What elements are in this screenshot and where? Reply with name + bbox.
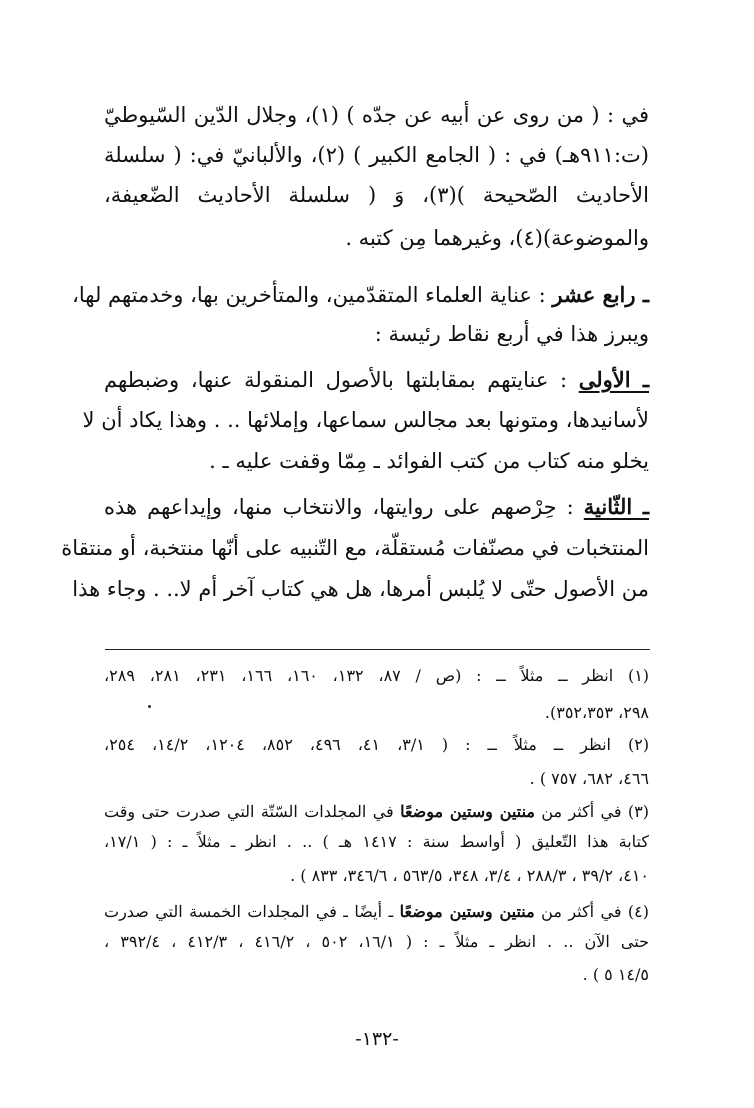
body-line-10 [104, 492, 649, 522]
footnote-2-line-2: ٤٦٦، ٦٨٢، ٧٥٧ ) . [529, 769, 649, 788]
footnote-4-emphasis: منتين وستين موضعًا [399, 902, 535, 921]
footnote-1-line-1: (١) انظر ــ مثلاً ــ : (ص / ٨٧، ١٣٢، ١٦٠، ١٦٦، ٢٣١، ٢٨١، ٢٨٩، [104, 666, 650, 685]
body-line-11: المنتخبات في مصنّفات مُستقلّة، مع التّنبيه على أنّها منتخبة، أو منتقاة [61, 536, 649, 560]
footnote-4-line-3: ١٤/٥ ٥ ) . [582, 965, 649, 984]
body-line-10-text: : حِرْصهم على روايتها، والانتخاب منها، وإيداعهم هذه [104, 495, 584, 519]
footnote-3-rest: في المجلدات السّتّة التي صدرت حتى وقت [104, 802, 401, 821]
body-line-7 [104, 365, 649, 395]
footnote-4-rest: ـ أيضًا ـ في المجلدات الخمسة التي صدرت [104, 902, 400, 921]
body-line-5-text: : عناية العلماء المتقدّمين، والمتأخرين بها، وخدمتهم لها، [72, 283, 553, 307]
footnote-4-prefix: (٤) في أكثر من [534, 902, 650, 921]
stray-dot [148, 705, 151, 708]
body-line-12: من الأصول حتّى لا يُلبس أمرها، هل هي كتاب آخر أم لا.. . وجاء هذا [72, 577, 649, 601]
body-line-2: (ت:٩١١هـ) في : ( الجامع الكبير ) (٢)، والألبانيّ في: ( سلسلة [104, 143, 649, 167]
footnote-4-line-2: حتى الآن .. . انظر ـ مثلاً ـ : ( ١٦/١، ٥٠٢ ، ٤١٦/٢ ، ٤١٢/٣ ، ٣٩٢/٤ ، [104, 932, 649, 951]
footnote-3-prefix: (٣) في أكثر من [534, 802, 649, 821]
body-line-7-text: : عنايتهم بمقابلتها بالأصول المنقولة عنها، وضبطهم [104, 368, 579, 392]
point-heading-second: ـ الثّانية [583, 494, 650, 519]
body-line-3: الأحاديث الصّحيحة )(٣)، وَ ( سلسلة الأحاديث الضّعيفة، [104, 183, 649, 207]
body-line-1: في : ( من روى عن أبيه عن جدّه ) (١)، وجلال الدّين السّيوطيّ [104, 103, 650, 127]
point-heading-first: ـ الأولى [578, 367, 649, 392]
page-number: -١٣٢- [355, 1028, 399, 1050]
footnote-3-line-3: ٤١٠، ٣٩/٢ ، ٢٨٨/٣ ، ٣/٤، ٣٤٨، ٥٦٣/٥ ، ٣٤٦/٦، ٨٣٣ ) . [290, 866, 649, 885]
body-line-9: يخلو منه كتاب من كتب الفوائد ـ مِمّا وقفت عليه ـ . [209, 449, 649, 473]
footnote-4-line-1 [104, 900, 649, 924]
body-line-8: لأسانيدها، ومتونها بعد مجالس سماعها، وإملائها .. . وهذا يكاد أن لا [82, 408, 649, 432]
body-line-5 [72, 280, 649, 310]
footnote-2-line-1: (٢) انظر ــ مثلاً ــ : ( ٣/١، ٤١، ٤٩٦، ٨٥٢، ١٢٠٤، ١٤/٢، ٢٥٤، [104, 735, 650, 754]
footnote-3-emphasis: منتين وستين موضعًا [400, 802, 535, 821]
footnote-3-line-1 [104, 800, 649, 824]
footnote-separator [105, 649, 650, 650]
section-heading-fourteenth: ـ رابع عشر [552, 282, 649, 307]
footnote-1-line-2: ٢٩٨، ٣٥٢،٣٥٣). [544, 703, 649, 722]
body-line-4: والموضوعة)(٤)، وغيرهما مِن كتبه . [345, 226, 649, 250]
footnote-3-line-2: كتابة هذا التّعليق ( أواسط سنة : ١٤١٧ هـ ) .. . انظر ـ مثلاً ـ : ( ١٧/١، [104, 832, 649, 851]
body-line-6: ويبرز هذا في أربع نقاط رئيسة : [374, 322, 649, 346]
